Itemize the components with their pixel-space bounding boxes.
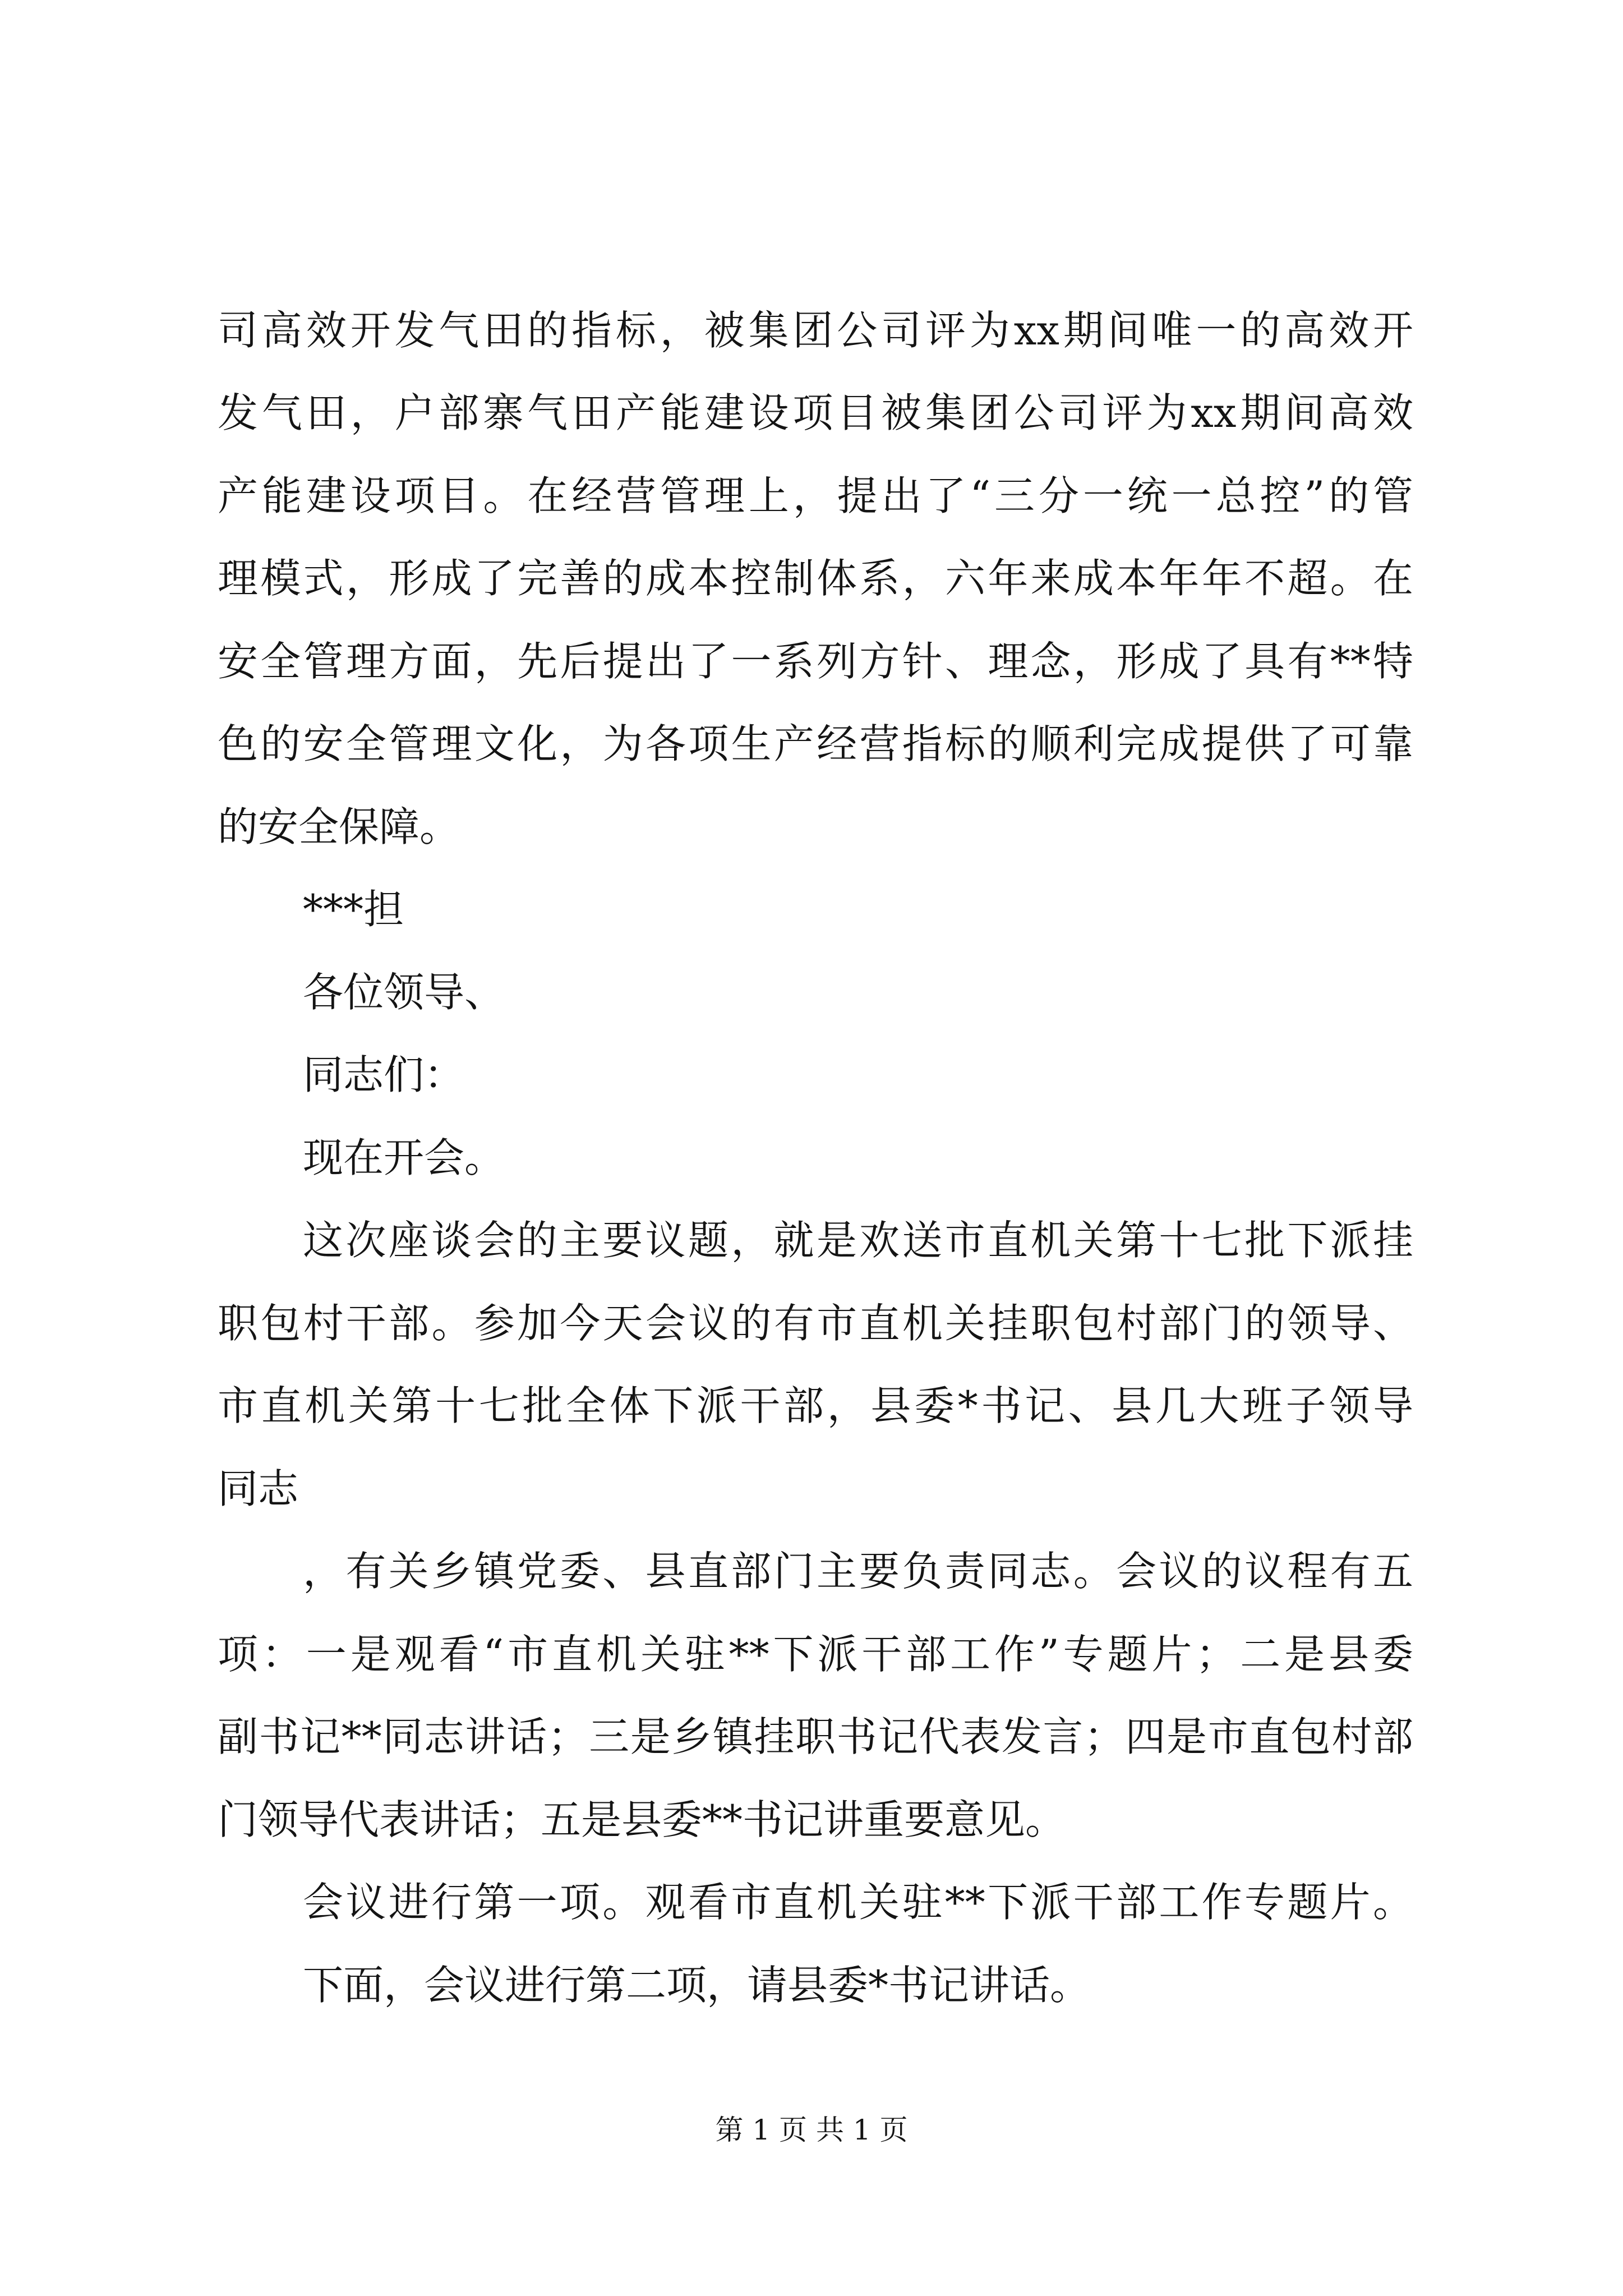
body-line: 职包村干部。参加今天会议的有市直机关挂职包村部门的领导、 (218, 1300, 1413, 1347)
page-number-label: 第 1 页 共 1 页 (715, 2114, 908, 2146)
body-line: 司高效开发气田的指标，被集团公司评为xx期间唯一的高效开 (218, 307, 1413, 354)
body-line: 理模式，形成了完善的成本控制体系，六年来成本年年不超。在 (218, 555, 1413, 602)
body-line: 这次座谈会的主要议题，就是欢送市直机关第十七批下派挂 (303, 1217, 1413, 1264)
salutation-line: 同志们： (303, 1051, 465, 1098)
salutation-line: 各位领导、 (303, 969, 505, 1016)
body-line: 副书记**同志讲话；三是乡镇挂职书记代表发言；四是市直包村部 (218, 1713, 1413, 1760)
body-line: 的安全保障。 (218, 803, 460, 850)
opening-line: 现在开会。 (303, 1134, 505, 1181)
body-line: 门领导代表讲话；五是县委**书记讲重要意见。 (218, 1796, 1066, 1843)
body-line: 色的安全管理文化，为各项生产经营指标的顺利完成提供了可靠 (218, 720, 1413, 767)
stars-line: ***担 (303, 886, 404, 933)
body-line: 市直机关第十七批全体下派干部，县委*书记、县几大班子领导 (218, 1382, 1413, 1429)
body-line: 项：一是观看“市直机关驻**下派干部工作”专题片；二是县委 (218, 1631, 1413, 1678)
page-footer (0, 2116, 1623, 2144)
body-line: 产能建设项目。在经营管理上，提出了“三分一统一总控”的管 (218, 472, 1413, 519)
body-line: 会议进行第一项。观看市直机关驻**下派干部工作专题片。 (303, 1879, 1413, 1926)
body-line: 安全管理方面，先后提出了一系列方针、理念，形成了具有**特 (218, 638, 1413, 685)
body-line: ，有关乡镇党委、县直部门主要负责同志。会议的议程有五 (303, 1548, 1413, 1595)
body-line: 同志 (218, 1465, 299, 1512)
body-line: 发气田，户部寨气田产能建设项目被集团公司评为xx期间高效 (218, 389, 1413, 436)
body-line: 下面，会议进行第二项，请县委*书记讲话。 (303, 1962, 1091, 2009)
